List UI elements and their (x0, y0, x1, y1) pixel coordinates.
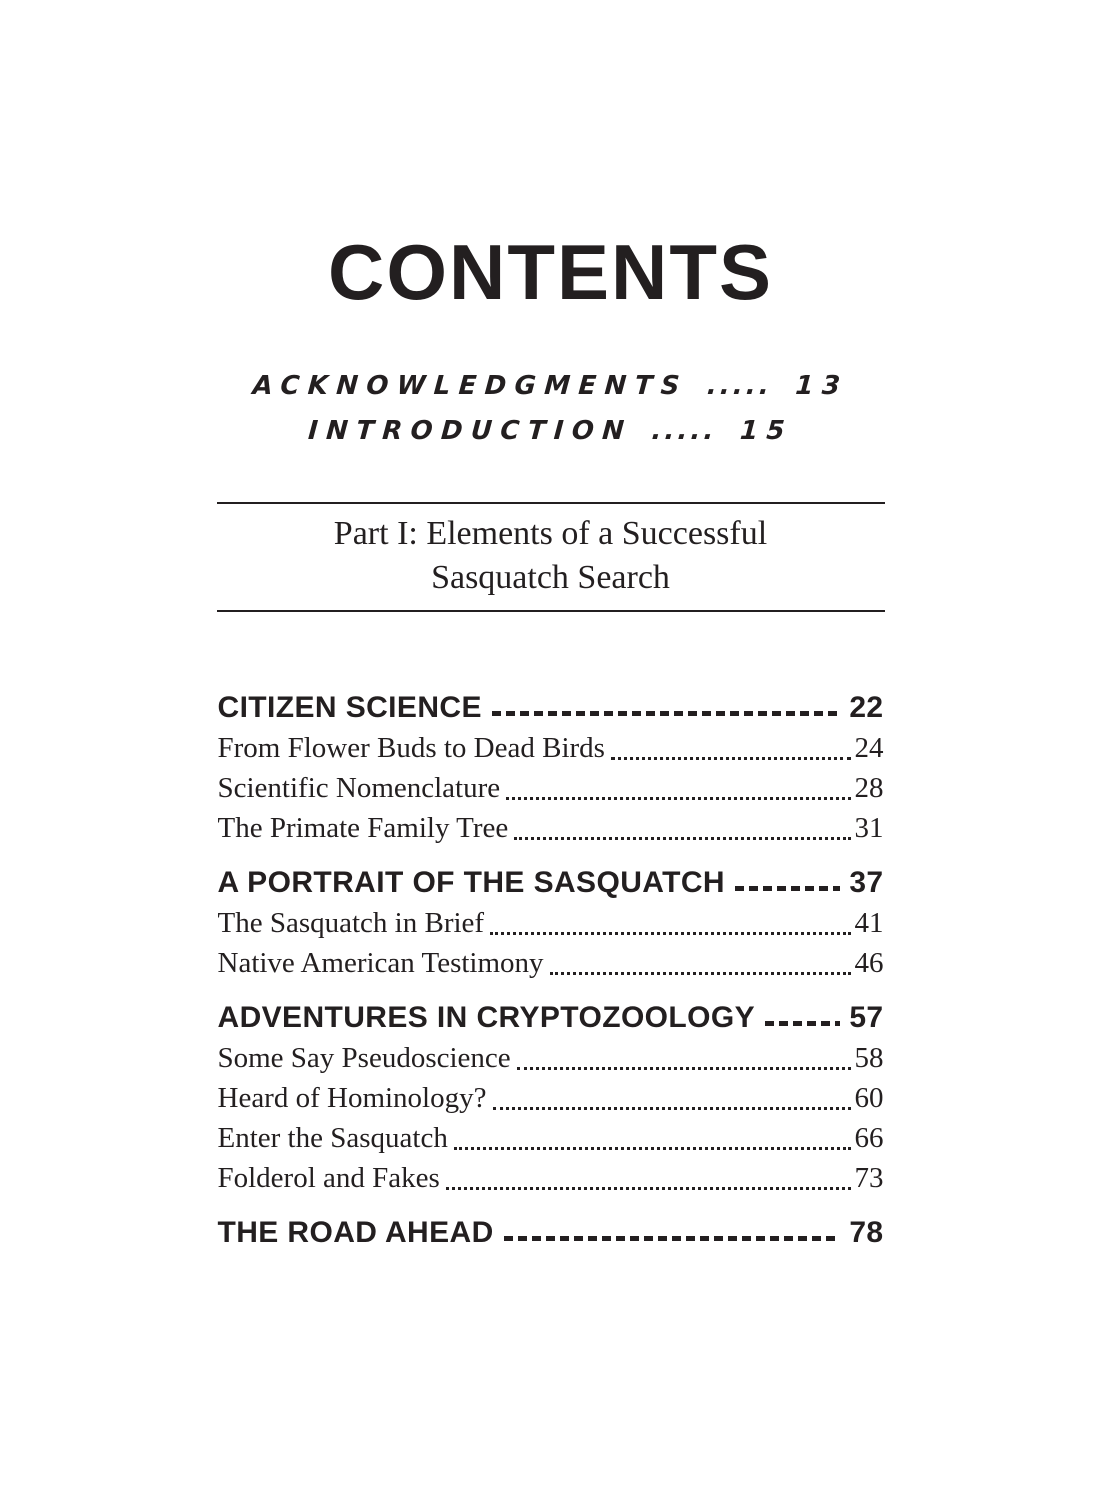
toc-label: From Flower Buds to Dead Birds (217, 732, 605, 764)
toc-label: Enter the Sasquatch (217, 1122, 448, 1154)
dash-leader (765, 1021, 840, 1026)
toc-section-row (218, 863, 884, 903)
toc-label: Native American Testimony (217, 947, 544, 979)
front-matter-page: 15 (739, 416, 794, 446)
toc-label: THE ROAD AHEAD (217, 1216, 494, 1249)
toc-label: CITIZEN SCIENCE (217, 691, 482, 724)
dot-leader (490, 932, 850, 935)
toc-page-number: 78 (849, 1216, 884, 1249)
toc-label: Folderol and Fakes (217, 1162, 440, 1194)
toc-label: Scientific Nomenclature (217, 772, 501, 804)
toc-entry-row (218, 808, 884, 848)
dot-leader (506, 797, 850, 800)
toc-page-number: 41 (854, 907, 884, 939)
front-matter-page: 13 (794, 371, 850, 401)
toc-label: Some Say Pseudoscience (217, 1042, 511, 1074)
leader-dots: ..... (650, 416, 718, 446)
toc-entry-row (218, 1078, 884, 1118)
toc-entry-row (218, 728, 884, 768)
toc-section-row (218, 998, 884, 1038)
toc-page-number: 73 (854, 1162, 884, 1194)
dot-leader (550, 972, 851, 975)
toc-label: A PORTRAIT OF THE SASQUATCH (217, 866, 725, 899)
part-divider (217, 502, 885, 612)
dot-leader (514, 837, 850, 840)
toc-section-row (218, 1213, 884, 1253)
toc-list (218, 688, 884, 1253)
dot-leader (446, 1187, 851, 1190)
toc-page-number: 46 (854, 947, 884, 979)
toc-label: The Primate Family Tree (217, 812, 509, 844)
toc-entry-row (218, 1038, 884, 1078)
toc-page-number: 58 (854, 1042, 884, 1074)
dot-leader (517, 1067, 851, 1070)
toc-page-number: 66 (854, 1122, 884, 1154)
dot-leader (611, 757, 851, 760)
part-title-line1: Part I: Elements of a Successful (333, 515, 768, 552)
toc-page-number: 57 (849, 1001, 884, 1034)
toc-entry-row (218, 768, 884, 808)
toc-page-number: 22 (849, 691, 884, 724)
dot-leader (493, 1107, 851, 1110)
toc-entry-row (218, 943, 884, 983)
leader-dots: ..... (706, 371, 774, 401)
toc-entry-row (218, 1158, 884, 1198)
front-matter-acknowledgments (0, 364, 1101, 409)
toc-label: ADVENTURES IN CRYPTOZOOLOGY (217, 1001, 756, 1034)
toc-section-row (218, 688, 884, 728)
front-matter (0, 364, 1101, 454)
toc-label: The Sasquatch in Brief (217, 907, 485, 939)
dot-leader (454, 1147, 851, 1150)
dash-leader (492, 711, 840, 716)
dash-leader (504, 1236, 841, 1241)
part-title-line2: Sasquatch Search (431, 559, 670, 596)
page-title: CONTENTS (328, 228, 773, 316)
toc-page-number: 31 (854, 812, 884, 844)
toc-page-number: 60 (854, 1082, 884, 1114)
toc-page-number: 28 (854, 772, 884, 804)
front-matter-introduction (0, 409, 1101, 454)
toc-page-number: 37 (849, 866, 884, 899)
front-matter-label: ACKNOWLEDGMENTS (251, 371, 689, 401)
dash-leader (735, 886, 840, 891)
toc-page-number: 24 (854, 732, 884, 764)
toc-entry-row (218, 1118, 884, 1158)
front-matter-label: INTRODUCTION (307, 416, 634, 446)
toc-entry-row (218, 903, 884, 943)
toc-label: Heard of Hominology? (217, 1082, 487, 1114)
